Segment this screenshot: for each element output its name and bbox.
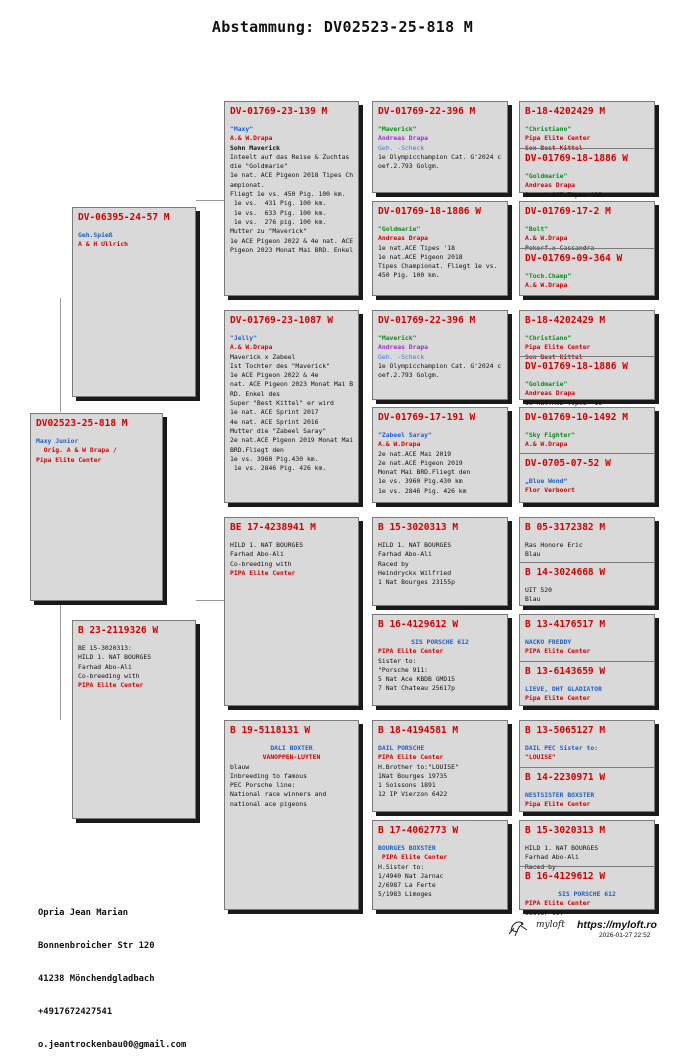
owner-phone: +4917672427541 (38, 1007, 113, 1017)
pedigree-info-line: Sister to: (525, 908, 564, 917)
pedigree-box-sire-dam[interactable] (224, 310, 359, 503)
pedigree-info-line: 1 Soissons 1891 (378, 781, 436, 790)
pedigree-info-line: Pipa Elite Center (36, 455, 102, 464)
pedigree-box-ssd[interactable] (372, 201, 508, 296)
page-title: Abstammung: DV02523-25-818 M (211, 18, 474, 36)
pedigree-info-line: Ist Tochter des "Maverick" (230, 361, 331, 370)
pedigree-info-line: Mutter zu "Maverick" (230, 227, 307, 236)
pedigree-info-line: 1/4940 Nat Jarnac (378, 871, 444, 880)
pedigree-info-line: national ace pigeons (230, 799, 307, 808)
pedigree-info-line: HILD 1. NAT BOURGES (525, 844, 599, 852)
pedigree-info-line: Inbreeding to famous (230, 771, 307, 780)
owner-email[interactable]: o.jeantrockenbau00@gmail.com (38, 1040, 187, 1050)
pedigree-info-line: 1e vs. 2846 Pig. 426 km (378, 486, 467, 495)
pedigree-info-line: Andreas Drapa (525, 389, 576, 398)
pedigree-info-line: Maxy Junior (36, 437, 79, 445)
pedigree-box-sire-sire[interactable] (224, 101, 359, 296)
pedigree-box-gen5[interactable] (519, 720, 655, 812)
pedigree-info-line: NESTSISTER BOXSTER (525, 791, 595, 799)
pedigree-box-gen5[interactable] (519, 201, 655, 296)
pedigree-box-subject[interactable] (30, 413, 163, 601)
pedigree-box-sdd[interactable] (372, 407, 508, 503)
pedigree-info-line: 2e nat.ACE Pigeon 2019 (378, 458, 463, 467)
pedigree-info-line: DALI BOXTER (270, 744, 313, 752)
pedigree-info-line: 2e nat.ACE Mai 2019 (378, 449, 452, 458)
pedigree-info-line: Andreas Drapa (525, 181, 576, 190)
ring-number: BE 17-4238941 M (230, 522, 316, 533)
pedigree-info-line: "Jelly" (230, 334, 257, 342)
pedigree-info-line: Geh. -Scheck (378, 352, 425, 361)
pedigree-info-line: Super "Best Kittel" er wird (230, 399, 334, 408)
pedigree-info-line: Son Best Kittel (525, 352, 583, 361)
pedigree-info-line: UIT 520 (525, 586, 552, 594)
pedigree-info-line: A.& W.Drapa (525, 234, 568, 243)
pedigree-info-line: Tipes Championat. Fliegt 1e vs. (378, 262, 498, 271)
pedigree-info-line: A.& W.Drapa (525, 281, 568, 290)
pedigree-box-gen5[interactable] (519, 614, 655, 706)
pedigree-info-line: A.& W.Drapa (378, 440, 421, 449)
pedigree-info-line: Pipa Elite Center (525, 694, 591, 703)
ring-number: DV-01769-10-1492 M (525, 412, 628, 423)
pedigree-info-line: PIPA Elite Center (378, 647, 444, 656)
pedigree-info-line: oef.2.793 Golgm. (378, 162, 440, 171)
pedigree-info-line: 1e vs. 431 Pig. 100 km. (230, 199, 327, 208)
pedigree-info-line: Monat Mai BRD.Fliegt den (378, 468, 471, 477)
ring-number: B 16-4129612 W (525, 871, 606, 882)
pedigree-box-sire[interactable] (72, 207, 196, 397)
connector-line (196, 200, 224, 201)
pedigree-info-line: 1e nat. ACE Sprint 2017 (230, 408, 319, 417)
pedigree-box-gen5[interactable] (519, 310, 655, 407)
pedigree-info-line: BOURGES BOXSTER (378, 844, 436, 852)
pedigree-info-line: Orig. A & W Drapa / (36, 446, 117, 455)
pedigree-info-line: Farhad Abo-Ali (78, 662, 132, 671)
pedigree-box-dam-dam[interactable] (224, 720, 359, 910)
pedigree-info-line: 1Nat Bourges 19735 (378, 771, 448, 780)
pedigree-info-line: PIPA Elite Center (525, 647, 591, 656)
pedigree-info-line: 1e ACE Pigeon 2022 & 4e nat. ACE (230, 236, 354, 245)
ring-number: DV-01769-17-191 W (378, 412, 476, 423)
pedigree-box-dss[interactable] (372, 517, 508, 606)
pedigree-info-line: Farhad Abo-Ali (378, 550, 432, 559)
connector-line (196, 600, 224, 601)
pedigree-info-line: ampionat. (230, 180, 265, 189)
ring-number: DV-01769-23-139 M (230, 106, 328, 117)
pedigree-info-line: oef.2.793 Golgm. (378, 371, 440, 380)
pedigree-info-line: Blau (525, 595, 541, 604)
pedigree-info-line: 2e nat.ACE Pigeon 2019 Monat Mai (230, 436, 354, 445)
pedigree-info-line: H.Sister to: (378, 862, 425, 871)
ring-number: B 15-3020313 M (378, 522, 459, 533)
pedigree-info-line: Pipa Elite Center (525, 343, 591, 352)
pedigree-info-line: die "Goldmarie" (230, 162, 288, 171)
pedigree-info-line: RD. Enkel des (230, 389, 281, 398)
ring-number: B 14-3024668 W (525, 567, 606, 578)
pedigree-box-gen5[interactable] (519, 820, 655, 917)
pedigree-info-line: Fliegt 1e vs. 450 Pig. 100 km. (230, 190, 346, 199)
pedigree-info-line: "Maxy" (230, 125, 254, 133)
ring-number: B 17-4062773 W (378, 825, 459, 836)
ring-number: B 13-5065127 M (525, 725, 606, 736)
pedigree-info-line: 1e vs. 276 pig. 100 km. (230, 217, 327, 226)
pedigree-info-line: 5 Nat Ace KBDB GMD15 (378, 675, 455, 684)
pedigree-info-line: Flor Verboort (525, 486, 576, 495)
pedigree-info-line: 1e nat.ACE Pigeon 2018 (378, 252, 463, 261)
pedigree-info-line: "LOUISE" (525, 753, 556, 762)
pedigree-info-line: Geh.Spieß (78, 231, 113, 239)
pedigree-box-ddd[interactable] (372, 820, 508, 910)
ring-number: DV-01769-18-1886 W (525, 361, 628, 372)
pedigree-info-line: 7 Nat Chateau 25617p (378, 684, 455, 693)
pedigree-info-line: BE 15-3020313: (78, 644, 132, 652)
ring-number: DV-01769-22-396 M (378, 106, 476, 117)
pedigree-info-line: "Porsche 911: (378, 665, 429, 674)
ring-number: B 05-3172382 M (525, 522, 606, 533)
pedigree-info-line: Andreas Drapa (378, 343, 429, 352)
ring-number: DV02523-25-818 M (36, 418, 128, 429)
ring-number: DV-01769-17-2 M (525, 206, 611, 217)
ring-number: DV-01769-18-1886 W (525, 153, 628, 164)
ring-number: B 23-2119326 W (78, 625, 159, 636)
pedigree-info-line: SIS PORSCHE 612 (411, 638, 469, 646)
pedigree-info-line: 1e vs. 633 Pig. 100 km. (230, 208, 327, 217)
ring-number: DV-01769-22-396 M (378, 315, 476, 326)
pedigree-info-line: blauw (230, 762, 250, 771)
owner-city: 41238 Mönchendgladbach (38, 974, 155, 984)
pedigree-info-line: Pipa Elite Center (525, 134, 591, 143)
owner-name: Opria Jean Marian (38, 908, 129, 918)
pedigree-box-dds[interactable] (372, 720, 508, 812)
pedigree-info-line: Andreas Drapa (378, 134, 429, 143)
ring-number: DV-01769-09-364 W (525, 253, 623, 264)
pedigree-info-line: Mutter die "Zabeel Saray" (230, 426, 327, 435)
pedigree-info-line: DAIL PORSCHE (378, 744, 425, 752)
pedigree-info-line: Sohn Maverick (230, 143, 281, 152)
pedigree-info-line: Pipa Elite Center (525, 800, 591, 809)
pedigree-info-line: Pokerf.x Cassandra (525, 243, 595, 252)
pedigree-info-line: "Goldmarie" (378, 225, 421, 233)
pedigree-info-line: Blau (525, 550, 541, 559)
pedigree-info-line: VANOPPEN-LUYTEN (262, 753, 321, 762)
pedigree-info-line: HILD 1. NAT BOURGES (378, 541, 452, 549)
pedigree-info-line: LIEVE, DHT GLADIATOR (525, 685, 602, 693)
timestamp: 2026-01-27 22:52 (599, 932, 651, 939)
pedigree-info-line: A.& W.Drapa (230, 134, 273, 143)
pedigree-info-line: 1e vs. 3960 Pig.430 km (378, 477, 463, 486)
pedigree-info-line: 4e nat. ACE Sprint 2016 (230, 417, 319, 426)
pedigree-info-line: SIS PORSCHE 612 (558, 890, 616, 898)
pedigree-info-line: 450 Pig. 100 km. (378, 271, 440, 280)
pedigree-info-line: Raced by (378, 559, 409, 568)
pedigree-info-line: A & H Ullrich (78, 240, 129, 249)
pedigree-info-line: H.Brother to:"LOUISE" (378, 762, 459, 771)
pedigree-info-line: PIPA Elite Center (525, 899, 591, 908)
pedigree-info-line: 5/1983 Limoges (378, 890, 432, 899)
ring-number: B 13-4176517 M (525, 619, 606, 630)
ring-number: DV-01769-23-1087 W (230, 315, 333, 326)
pedigree-info-line: "Christiano" (525, 334, 572, 342)
pedigree-info-line: 1e nat.ACE Tipes '18 (378, 243, 455, 252)
pedigree-box-gen5[interactable] (519, 101, 655, 199)
pedigree-info-line: "Maverick" (378, 334, 417, 342)
pedigree-info-line: "Maverick" (378, 125, 417, 133)
pedigree-info-line: Ras Honore Eric (525, 541, 583, 549)
pedigree-info-line: A.& W.Drapa (525, 440, 568, 449)
pedigree-info-line: Heindryckx Wilfried (378, 568, 452, 577)
connector-line (60, 600, 61, 720)
pedigree-info-line: 1e nat.ACE Tipes '18 (525, 190, 602, 199)
pedigree-box-dam-sire[interactable] (224, 517, 359, 706)
pedigree-info-line: DAIL PEC Sister to: (525, 744, 599, 752)
pedigree-info-line: "Zabeel Saray" (378, 431, 432, 439)
pedigree-info-line: BRD.Fliegt den (230, 445, 284, 454)
ring-number: B 13-6143659 W (525, 666, 606, 677)
pedigree-info-line: nat. ACE Pigeon 2023 Monat Mai B (230, 380, 354, 389)
ring-number: B-18-4202429 M (525, 106, 606, 117)
connector-line (60, 298, 61, 412)
logo-text: myloft (536, 920, 565, 930)
pedigree-info-line: "Christiano" (525, 125, 572, 133)
pedigree-info-line: 1e vs. 3960 Pig.430 km. (230, 454, 319, 463)
ring-number: B 14-2230971 W (525, 772, 606, 783)
pedigree-info-line: A.& W.Drapa (230, 343, 273, 352)
pedigree-info-line: Geh. -Scheck (378, 143, 425, 152)
pedigree-info-line: 1e nat. ACE Pigeon 2018 Tipes Ch (230, 171, 354, 180)
pedigree-info-line: "Sky Fighter" (525, 431, 576, 439)
pedigree-info-line: "Toch.Champ" (525, 272, 572, 280)
pedigree-info-line: PIPA Elite Center (78, 681, 144, 690)
pedigree-info-line: 1e Olympicchampion Cat. G'2024 c (378, 361, 502, 370)
pedigree-info-line: 1e vs. 2846 Pig. 426 km. (230, 464, 327, 473)
pedigree-info-line: Pigeon 2023 Monat Mai BRD. Enkel (230, 245, 354, 254)
pedigree-info-line: Co-breeding with (230, 559, 292, 568)
pedigree-info-line: „Blue Wond“ (525, 477, 568, 485)
pedigree-info-line: NACKO FREDDY (525, 638, 572, 646)
pedigree-info-line: Raced by (525, 862, 556, 871)
pedigree-info-line: 1e ACE Pigeon 2022 & 4e (230, 371, 319, 380)
pedigree-info-line: Sister to: (378, 656, 417, 665)
pedigree-info-line: 1e nat.ACE Tipes '18 (525, 398, 602, 407)
ring-number: B-18-4202429 M (525, 315, 606, 326)
pedigree-info-line: "Bolt" (525, 225, 549, 233)
pedigree-info-line: PIPA Elite Center (230, 568, 296, 577)
ring-number: B 18-4194581 M (378, 725, 459, 736)
pedigree-info-line: PIPA Elite Center (378, 853, 448, 862)
pedigree-info-line: Farhad Abo-Ali (230, 550, 284, 559)
ring-number: B 16-4129612 W (378, 619, 459, 630)
pedigree-info-line: HILD 1. NAT BOURGES (78, 653, 152, 662)
pedigree-info-line: Co-breeding with (78, 671, 140, 680)
pedigree-info-line: "Goldmarie" (525, 172, 568, 180)
pedigree-info-line: HILD 1. NAT BOURGES (230, 541, 304, 549)
pedigree-info-line: Farhad Abo-Ali (525, 853, 579, 862)
pedigree-info-line: 2/6987 La Ferte (378, 881, 436, 890)
pedigree-box-gen5[interactable] (519, 517, 655, 606)
pedigree-info-line: 1e Olympicchampion Cat. G'2024 c (378, 152, 502, 161)
owner-street: Bonnenbroicher Str 120 (38, 941, 155, 951)
pedigree-info-line: Maverick x Zabeel (230, 352, 296, 361)
ring-number: DV-06395-24-57 M (78, 212, 170, 223)
ring-number: B 15-3020313 M (525, 825, 606, 836)
pedigree-box-dam[interactable] (72, 620, 196, 819)
ring-number: DV-01769-18-1886 W (378, 206, 481, 217)
pedigree-info-line: 1 Nat Bourges 23155p (378, 578, 455, 587)
pedigree-info-line: Son Best Kittel (525, 143, 583, 152)
pedigree-box-sds[interactable] (372, 310, 508, 400)
ring-number: DV-0705-07-52 W (525, 458, 611, 469)
pedigree-info-line: National race winners and (230, 790, 327, 799)
pedigree-info-line: Inteelt auf das Reise & Zuchtas (230, 152, 350, 161)
pedigree-info-line: PEC Porsche line: (230, 781, 296, 790)
pedigree-info-line: "Goldmarie" (525, 380, 568, 388)
pedigree-info-line: 12 IP Vierzon 6422 (378, 790, 448, 799)
owner-address (38, 886, 186, 1062)
pedigree-info-line: PIPA Elite Center (378, 753, 444, 762)
ring-number: B 19-5118131 W (230, 725, 311, 736)
pedigree-info-line: Andreas Drapa (378, 234, 429, 243)
website-link[interactable]: https://myloft.ro (577, 919, 657, 931)
pedigree-box-gen5[interactable] (519, 407, 655, 503)
pedigree-box-dsd[interactable] (372, 614, 508, 706)
pedigree-box-sss[interactable] (372, 101, 508, 193)
